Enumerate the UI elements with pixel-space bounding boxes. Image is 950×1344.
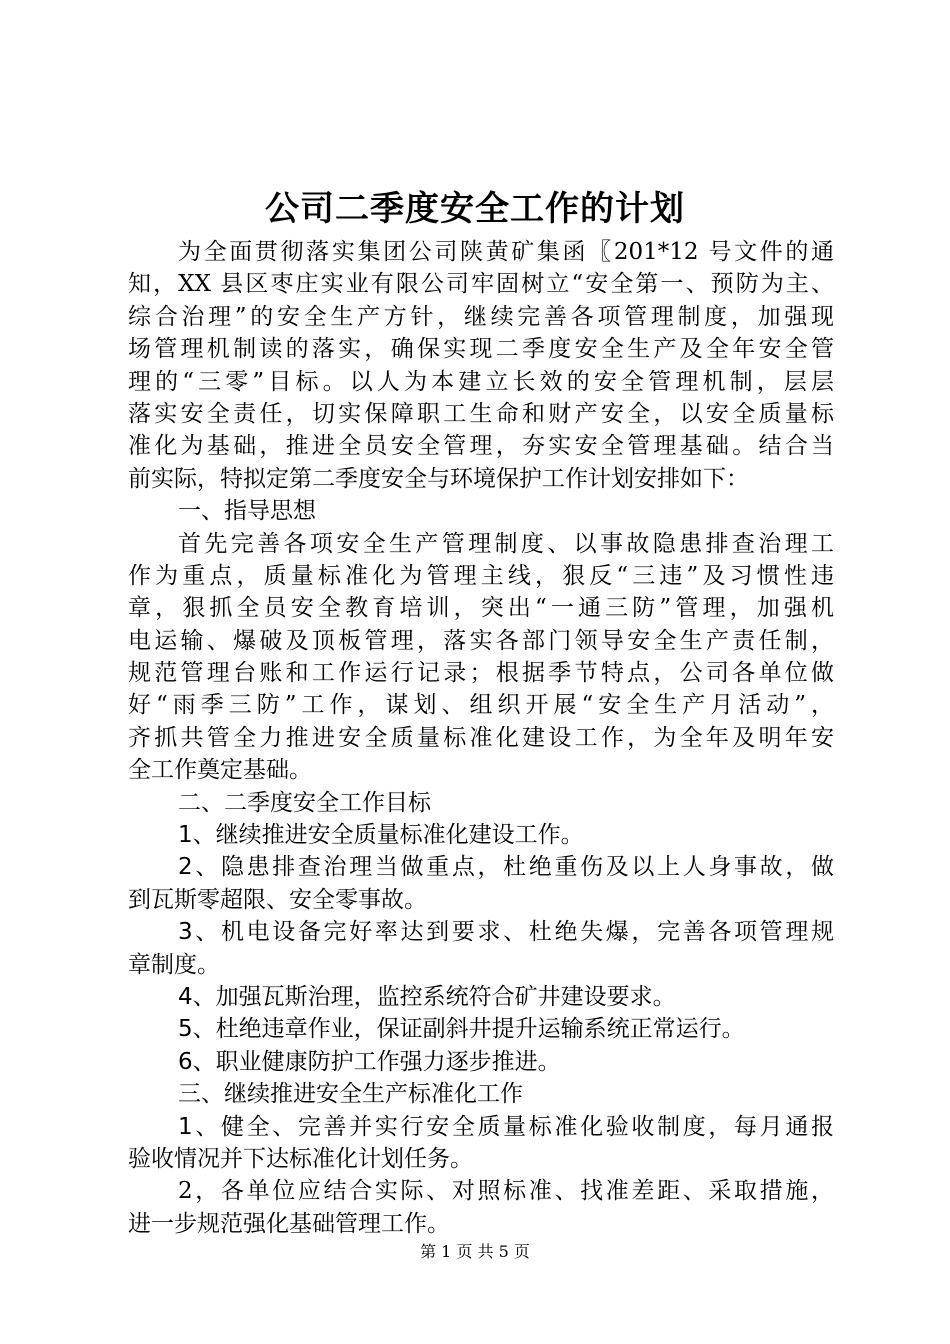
text-line: 进一步规范强化基础管理工作。	[128, 1210, 450, 1237]
text-line: 理的“三零”目标。以人为本建立长效的安全管理机制，层层	[128, 368, 834, 395]
text-line: 齐抓共管全力推进安全质量标准化建设工作，为全年及明年安	[128, 724, 834, 751]
text-line: 2，各单位应结合实际、对照标准、找准差距、采取措施，	[178, 1178, 834, 1205]
text-line: 二、二季度安全工作目标	[178, 789, 431, 816]
text-line: 章，狠抓全员安全教育培训，突出“一通三防”管理，加强机	[128, 595, 834, 622]
text-line: 3、机电设备完好率达到要求、杜绝失爆，完善各项管理规	[178, 919, 834, 946]
text-line: 2、隐患排查治理当做重点，杜绝重伤及以上人身事故，做	[178, 854, 834, 881]
text-line: 场管理机制读的落实，确保实现二季度安全生产及全年安全管	[128, 336, 834, 363]
text-line: 4、加强瓦斯治理，监控系统符合矿井建设要求。	[178, 983, 676, 1010]
text-line: 三、继续推进安全生产标准化工作	[178, 1081, 523, 1108]
text-line: 6、职业健康防护工作强力逐步推进。	[178, 1048, 561, 1075]
text-line: 1、继续推进安全质量标准化建设工作。	[178, 822, 584, 849]
text-line: 章制度。	[128, 951, 220, 978]
text-line: 知，XX 县区枣庄实业有限公司牢固树立“安全第一、预防为主、	[128, 271, 834, 298]
text-line: 验收情况并下达标准化计划任务。	[128, 1145, 473, 1172]
text-line: 5、杜绝违章作业，保证副斜井提升运输系统正常运行。	[178, 1016, 745, 1043]
document-body	[128, 236, 834, 1240]
text-line: 1、健全、完善并实行安全质量标准化验收制度，每月通报	[178, 1113, 834, 1140]
text-line: 准化为基础，推进全员安全管理，夯实安全管理基础。结合当	[128, 433, 834, 460]
text-line: 综合治理”的安全生产方针，继续完善各项管理制度，加强现	[128, 303, 834, 330]
text-line: 电运输、爆破及顶板管理，落实各部门领导安全生产责任制，	[128, 627, 834, 654]
text-line: 规范管理台账和工作运行记录；根据季节特点，公司各单位做	[128, 660, 834, 687]
document-title: 公司二季度安全工作的计划	[265, 189, 685, 229]
text-line: 一、指导思想	[178, 498, 316, 525]
text-line: 好“雨季三防”工作，谋划、组织开展“安全生产月活动”，	[128, 692, 834, 719]
text-line: 作为重点，质量标准化为管理主线，狠反“三违”及习惯性违	[128, 562, 834, 589]
text-line: 到瓦斯零超限、安全零事故。	[128, 886, 427, 913]
text-line: 前实际，特拟定第二季度安全与环境保护工作计划安排如下：	[128, 465, 749, 492]
text-line: 首先完善各项安全生产管理制度、以事故隐患排查治理工	[178, 530, 834, 557]
text-line: 全工作奠定基础。	[128, 757, 312, 784]
page-footer: 第 1 页 共 5 页	[420, 1242, 530, 1261]
text-line: 落实安全责任，切实保障职工生命和财产安全，以安全质量标	[128, 400, 834, 427]
text-line: 为全面贯彻落实集团公司陕黄矿集函〖201*12 号文件的通	[178, 239, 834, 265]
